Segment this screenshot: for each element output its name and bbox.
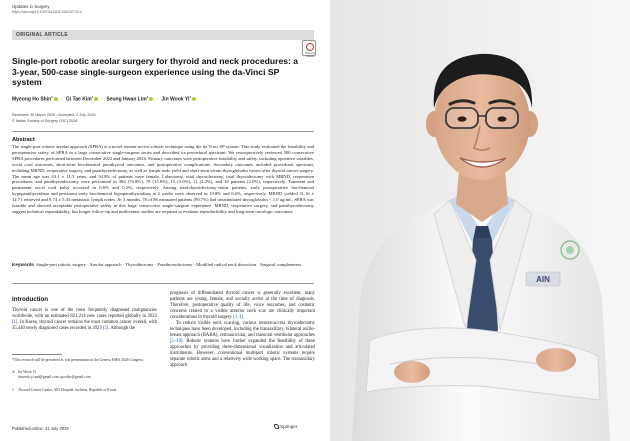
right-eye xyxy=(498,116,507,121)
tie-knot xyxy=(474,226,490,238)
author-affiliation-mark: 1 xyxy=(146,95,149,99)
intro-text: . Although the xyxy=(108,326,136,331)
publisher-name: Springer xyxy=(280,424,298,429)
author-affiliation-mark: 1 xyxy=(91,95,94,99)
orcid-icon[interactable] xyxy=(54,97,58,101)
published-date: Published online: 31 July 2026 xyxy=(12,426,69,431)
crossmark-icon xyxy=(306,43,314,51)
intro-paragraph xyxy=(170,321,315,369)
crossmark-label: Check for updates xyxy=(304,52,316,58)
intro-text: Thyroid cancer is one of the most frequently diagnosed malignancies worldwide, with an estimated 821,214 new cases reported globally in 2022 xyxy=(12,308,157,319)
author-name[interactable]: Seung Hwan Lim xyxy=(106,96,147,103)
article-page xyxy=(12,0,330,441)
doi-link[interactable]: https://doi.org/10.1007/s13304-026-02770-z xyxy=(12,10,82,14)
abstract-heading: Abstract xyxy=(12,137,35,143)
intro-paragraph xyxy=(170,291,315,321)
article-title: Single-port robotic areolar surgery for thyroid and neck procedures: a 3-year, 500-case single-surgeon experience using the da-Vinci SP system xyxy=(12,56,299,88)
abstract-text: The single-port robotic areolar approach (SPRA) is a novel remote-access robotic technique using the da Vinci SP system. This study evaluated the feasibility and perioperative safety of SPRA in a large consecutive single-surgeon series and described its procedural spectrum. We retrospectively reviewed 500 consecutive SPRA procedures performed between December 2022 and January 2026. Primary outcomes were perioperative feasibility and safety, including operative variables, vocal cord outcomes, short-term biochemical parathyroid outcomes, and postoperative complications. Secondary outcomes included procedural spectrum, including MRND, reoperative surgery, and parathyroidectomy, as well as lymph node yield and short-term serum thyroglobulin values after thyroid cancer surgery. The mean age was 43.1 ± 11.3 years, and 94.8% of patients were female. Lobectomy, total thyroidectomy, total thyroidectomy with MRND, reoperative procedures, and parathyroidectomy were performed in 384 (76.8%), 79 (15.8%), 15 (3.0%), 11 (2.2%), and 10 patients (2.0%), respectively. Transient and permanent vocal cord palsy occurred in 0.6% and 0.2%, respectively. Among total-thyroidectomy-status patients, early postoperative biochemical hypoparathyroidism and persistent early biochemical hypoparathyroidism at 2 weeks were observed in 19.8% and 6.6%, respectively. MRND yielded 31.16 ± 12.71 retrieved and 8.74 ± 5.43 metastatic lymph nodes. At 3 months, 78 of 86 measured patients (90.7%) had unstimulated thyroglobulin < 1.0 ng/mL. SPRA was feasible and showed acceptable perioperative safety in this large consecutive single-surgeon experience. MRND, reoperative surgery, and parathyroidectomy suggest technical expandability, but longer follow-up and multicenter studies are required to evaluate reproducibility and long-term oncologic outcomes. xyxy=(12,144,314,214)
citation-link[interactable]: [3, 4] xyxy=(232,315,244,320)
citation-link[interactable]: [1] xyxy=(12,320,18,325)
footnote-text: Thyroid Cancer Center, AIN Hospital, Incheon, Republic of Korea xyxy=(18,388,117,392)
footnote-affiliation xyxy=(12,388,157,393)
publisher-logo xyxy=(274,424,297,429)
intro-text: . xyxy=(243,315,245,320)
intro-text: prognosis of differentiated thyroid cancer is generally excellent, many patients are young, female, and socially active at the time of diagnosis. Therefore, postoperative quality of life, voice outcomes, and cosmetic concerns related to a visible anterior neck scar are clinically important considerations in thyroid surgery xyxy=(170,291,315,320)
badge-text: AIN xyxy=(536,275,550,284)
author-separator: · xyxy=(101,96,103,103)
orcid-icon[interactable] xyxy=(146,95,153,101)
author-name[interactable]: Gi Tae Kim xyxy=(65,96,92,103)
citation-link[interactable]: [5–10] xyxy=(170,339,183,344)
citation-link[interactable]: [2] xyxy=(102,326,109,331)
author-portrait-photo xyxy=(330,0,630,441)
footnote-divider xyxy=(12,354,62,355)
orcid-icon[interactable] xyxy=(91,95,98,101)
footnote-text: This research will be presented as oral presentation in the Geneva ESES 2026 Congress. xyxy=(13,358,145,362)
author-separator: · xyxy=(60,96,63,103)
author-name[interactable]: Myeong Ho Shin xyxy=(12,96,52,103)
author-name[interactable]: Jin Wook Yi xyxy=(161,96,190,103)
keywords-text: Single-port robotic surgery · Areolar approach · Thyroidectomy · Parathyroidectomy · Modified radical neck dissection · Surgical completeness xyxy=(36,262,302,267)
keywords-label: Keywords xyxy=(12,262,34,267)
footnote-corresponding-author xyxy=(12,370,157,379)
crossmark-badge[interactable] xyxy=(302,40,316,56)
footnote-text[interactable]: Jin Wook Yi jinwook.yi.md@gmail.com; goodjw@gmail.com xyxy=(18,370,91,379)
left-hand xyxy=(394,361,430,383)
author-affiliation-mark: 1 xyxy=(189,95,192,99)
introduction-right-column xyxy=(170,291,315,369)
author-separator: · xyxy=(156,96,159,103)
springer-horse-icon xyxy=(274,424,279,429)
intro-text: . Robotic systems have further expanded the feasibility of these approaches by providing three-dimensional visualization and articulated instruments. However, conventional multiport robotic systems require separate robotic arms and a relatively wide working space. The transaxillary approach xyxy=(170,339,315,368)
left-eye xyxy=(458,116,467,121)
right-hand xyxy=(536,348,576,372)
introduction-left-column xyxy=(12,308,157,332)
copyright-line: © Italian Society of Surgery (SIC) 2026 xyxy=(12,119,78,123)
coat-emblem-center xyxy=(566,246,574,254)
orcid-icon[interactable] xyxy=(192,97,196,101)
mail-icon: ✉ xyxy=(12,370,16,374)
intro-text: To reduce visible neck scarring, various remote-access thyroidectomy techniques have been developed, including the transaxillary, bilateral axillo-breast approach (BABA), retroauricular, and transoral vestibular approaches xyxy=(170,321,315,338)
received-accepted-dates: Received: 30 March 2026 / Accepted: 2 July 2026 xyxy=(12,113,96,117)
introduction-heading: Introduction xyxy=(12,296,49,303)
journal-name: Updates in Surgery xyxy=(12,4,50,9)
footnote-presentation: *This research will be presented as oral presentation in the Geneva ESES 2026 Congress. xyxy=(12,358,145,362)
intro-text: . In Korea, thyroid cancer remains the most common cancer overall, with 35,440 newly diagnosed cases recorded in 2023 xyxy=(12,320,157,331)
article-type-banner: ORIGINAL ARTICLE xyxy=(12,30,314,40)
portrait-illustration xyxy=(330,0,630,441)
author-list xyxy=(12,95,312,103)
keywords xyxy=(12,262,314,268)
divider xyxy=(12,283,314,284)
affiliation-mark: 1 xyxy=(12,388,14,392)
divider xyxy=(12,131,314,132)
author-affiliation-mark: 1 xyxy=(51,95,53,99)
